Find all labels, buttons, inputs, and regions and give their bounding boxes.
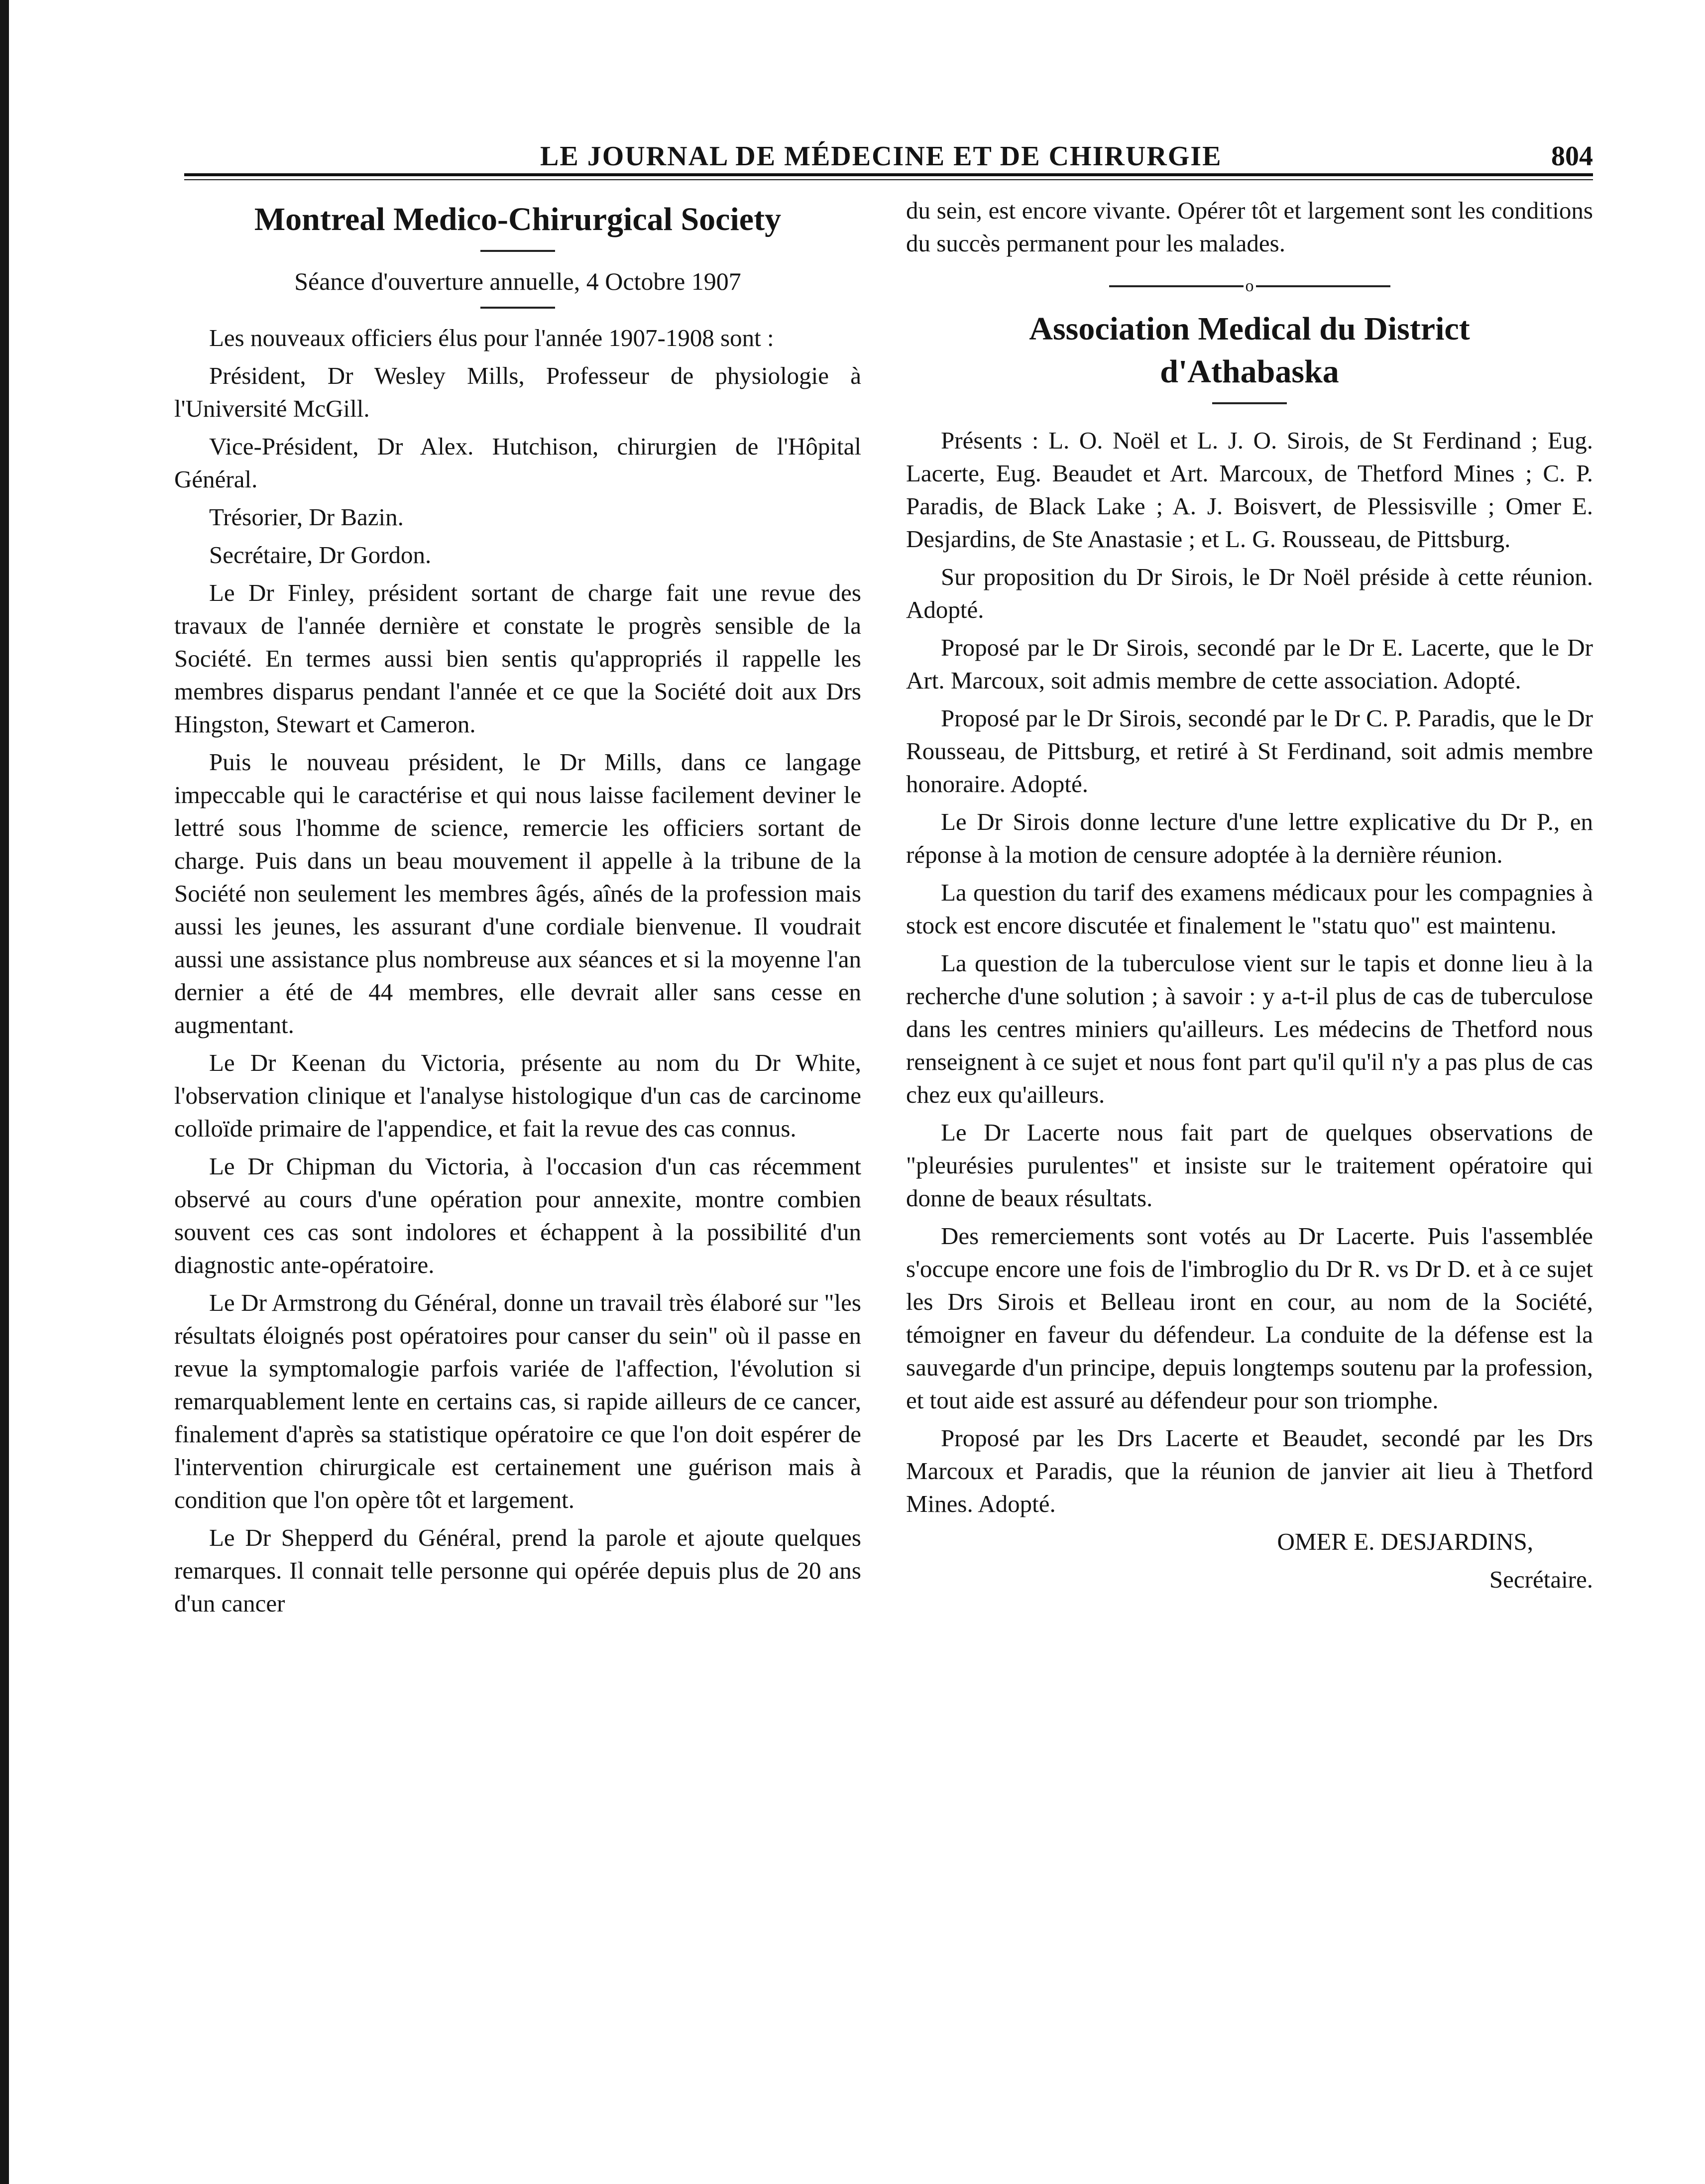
paragraph: Le Dr Sirois donne lecture d'une lettre explicative du Dr P., en réponse à la motion de censure adoptée à la dernière réunion. bbox=[906, 808, 1593, 868]
subtitle-rule bbox=[480, 307, 555, 309]
paragraph: Président, Dr Wesley Mills, Professeur de physiologie à l'Université McGill. bbox=[174, 362, 861, 422]
paragraph: Le Dr Armstrong du Général, donne un travail très élaboré sur "les résultats éloignés post opératoires pour canser du sein" où il passe en revue la symptomalogie parfois variée de l'affection, l'évolution si remarquablement lente en certains cas, si rapide ailleurs de ce cancer, finalement d'après sa statistique opératoire ce que l'on doit espérer de l'intervention chirurgicale est certainement une guérison mais à condition que l'on opère tôt et largement. bbox=[174, 1289, 861, 1513]
paragraph: Le Dr Keenan du Victoria, présente au nom du Dr White, l'observation clinique et l'analyse histologique d'un cas de carcinome colloïde primaire de l'appendice, et fait la revue des cas connus. bbox=[174, 1049, 861, 1142]
paragraph: Proposé par les Drs Lacerte et Beaudet, secondé par les Drs Marcoux et Paradis, que la réunion de janvier ait lieu à Thetford Mines. Adopté. bbox=[906, 1424, 1593, 1517]
paragraph: Proposé par le Dr Sirois, secondé par le Dr C. P. Paradis, que le Dr Rousseau, de Pittsburg, et retiré à St Ferdinand, soit admis membre honoraire. Adopté. bbox=[906, 704, 1593, 798]
paragraph: Vice-Président, Dr Alex. Hutchison, chirurgien de l'Hôpital Général. bbox=[174, 433, 861, 493]
paragraph: Le Dr Finley, président sortant de charge fait une revue des travaux de l'année dernière et constate le progrès sensible de la Société. En termes aussi bien sentis qu'appropriés il rappelle les membres disparus pendant l'année et ce que la Société doit aux Drs Hingston, Stewart et Cameron. bbox=[174, 579, 861, 738]
paragraph: La question de la tuberculose vient sur le tapis et donne lieu à la recherche d'une solution ; à savoir : y a-t-il plus de cas de tuberculose dans les centres miniers qu'ailleurs. Les médecins de Thetford nous renseignent à ce sujet et nous font part qu'il qu'il n'y a pas plus de cas chez eux qu'ailleurs. bbox=[906, 949, 1593, 1108]
paragraph: Sur proposition du Dr Sirois, le Dr Noël préside à cette réunion. Adopté. bbox=[906, 563, 1593, 623]
left-column bbox=[174, 194, 861, 1625]
paragraph: Les nouveaux officiers élus pour l'année 1907-1908 sont : bbox=[209, 324, 774, 351]
paragraph: La question du tarif des examens médicaux pour les compagnies à stock est encore discutée et finalement le "statu quo" est maintenu. bbox=[906, 879, 1593, 939]
section-divider: o bbox=[906, 278, 1593, 295]
section-title-athabaska-line2: d'Athabaska bbox=[1160, 353, 1339, 390]
paragraph: Puis le nouveau président, le Dr Mills, dans ce langage impeccable qui le caractérise et qui nous laisse facilement deviner le lettré sous l'homme de science, remercie les officiers sortant de charge. Puis dans un beau mouvement il appelle à la tribune de la Société non seulement les membres âgés, aînés de la profession mais aussi les jeunes, les assurant d'une cordiale bienvenue. Il voudrait aussi une assistance plus nombreuse aux séances et si la moyenne l'an dernier a été de 44 membres, elle devrait aller sans cesse en augmentant. bbox=[174, 748, 861, 1038]
section-title-athabaska-line1: Association Medical du District bbox=[1029, 311, 1470, 347]
paragraph: Proposé par le Dr Sirois, secondé par le Dr E. Lacerte, que le Dr Art. Marcoux, soit admis membre de cette association. Adopté. bbox=[906, 634, 1593, 694]
signature-title: Secrétaire. bbox=[1489, 1566, 1593, 1593]
paragraph: Le Dr Shepperd du Général, prend la parole et ajoute quelques remarques. Il connait telle personne qui opérée depuis plus de 20 ans d'un cancer bbox=[174, 1524, 861, 1617]
paragraph: Des remerciements sont votés au Dr Lacerte. Puis l'assemblée s'occupe encore une fois de l'imbroglio du Dr R. vs Dr D. et à ce sujet les Drs Sirois et Belleau iront en cour, au nom de la Société, témoigner en faveur du défendeur. La conduite de la défense est la sauvegarde d'un principe, depuis longtemps soutenu par la profession, et tout aide est assuré au défendeur pour son triomphe. bbox=[906, 1222, 1593, 1414]
signature-name: OMER E. DESJARDINS, bbox=[1277, 1528, 1533, 1555]
right-column bbox=[906, 194, 1593, 1601]
running-title: LE JOURNAL DE MÉDECINE ET DE CHIRURGIE bbox=[540, 141, 1222, 172]
paragraph: Trésorier, Dr Bazin. bbox=[209, 503, 404, 531]
title-rule bbox=[480, 250, 555, 252]
title-rule bbox=[1212, 402, 1287, 404]
paragraph: Secrétaire, Dr Gordon. bbox=[209, 541, 432, 569]
paragraph: Le Dr Lacerte nous fait part de quelques observations de "pleurésies purulentes" et insiste sur le traitement opératoire qui donne de beaux résultats. bbox=[906, 1119, 1593, 1212]
section-title-montreal: Montreal Medico-Chirurgical Society bbox=[254, 201, 782, 237]
paragraph: Le Dr Chipman du Victoria, à l'occasion d'un cas récemment observé au cours d'une opération pour annexite, montre combien souvent ces cas sont indolores et échappent à la possibilité d'un diagnostic ante-opératoire. bbox=[174, 1152, 861, 1278]
session-subtitle: Séance d'ouverture annuelle, 4 Octobre 1907 bbox=[294, 267, 741, 295]
page-header bbox=[184, 140, 1593, 175]
header-rule bbox=[184, 173, 1593, 180]
paragraph: Présents : L. O. Noël et L. J. O. Sirois, de St Ferdinand ; Eug. Lacerte, Eug. Beaudet et Art. Marcoux, de Thetford Mines ; C. P. Paradis, de Black Lake ; A. J. Boisvert, de Plessisville ; Omer E. Desjardins, de Ste Anastasie ; et L. G. Rousseau, de Pittsburg. bbox=[906, 427, 1593, 553]
page-number: 804 bbox=[1551, 141, 1593, 172]
continued-paragraph: du sein, est encore vivante. Opérer tôt et largement sont les conditions du succès permanent pour les malades. bbox=[906, 197, 1593, 257]
page-edge-binding bbox=[0, 0, 9, 2184]
